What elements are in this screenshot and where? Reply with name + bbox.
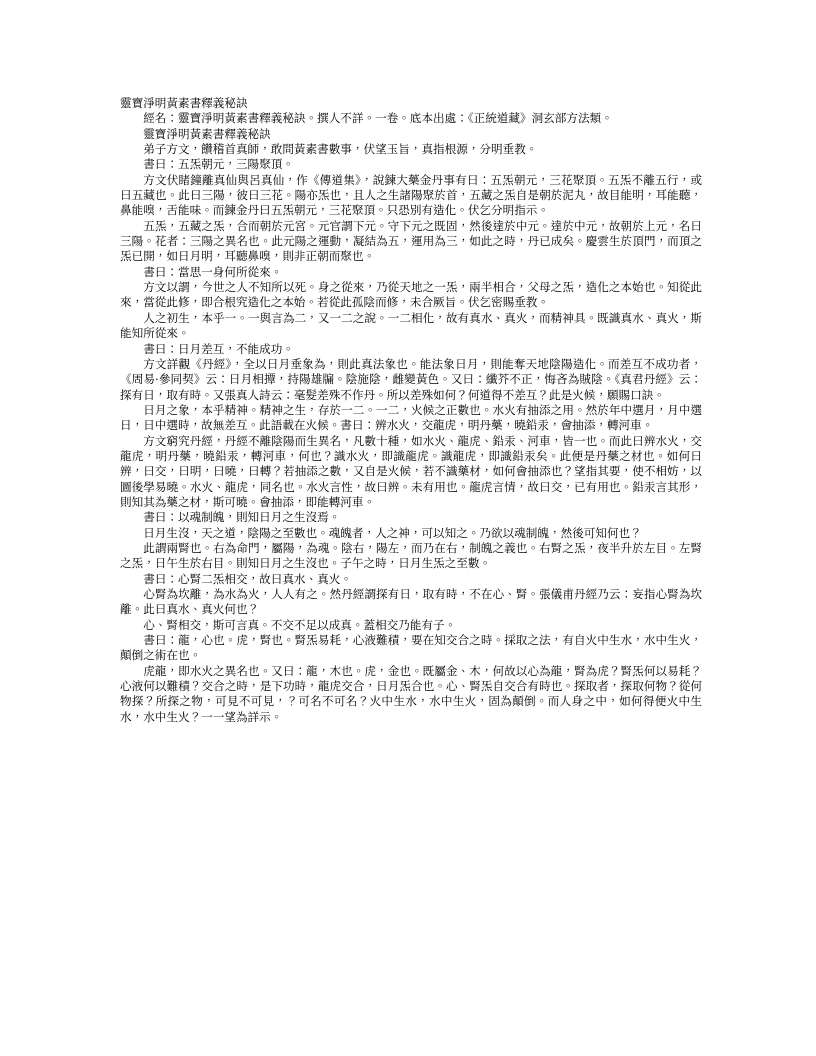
paragraph-p18: 書曰：龍，心也。虎，腎也。腎炁易耗，心液難積，要在知交合之時。採取之法，有自火中生水，水中生火，顛倒之術在也。 <box>120 633 702 663</box>
paragraph-p11: 方文窮究丹經，丹經不離陰陽而生異名，凡數十種，如水火、龍虎、鉛汞、河車，皆一也。而此曰辨水火，交龍虎，明丹藥，曉鉛汞，轉河車，何也？識水火，即識龍虎。識龍虎，即識鉛汞矣。此便是丹藥之材也。如何曰辨，曰交，曰明，曰曉，曰轉？若抽添之數，又自是火候，若不識藥材，如何會抽添也？望指其要，使不相妨，以圖後學易曉。水火、龍虎，同名也。水火言性，故曰辨。未有用也。龍虎言情，故曰交，已有用也。鉛汞言其形，則知其為藥之材，斯可曉。會抽添，即能轉河車。 <box>120 433 702 509</box>
paragraph-p16: 心腎為坎離，為水為火，人人有之。然丹經謂探有日，取有時，不在心、腎。張儀甫丹經乃云：妄指心腎為坎離。此曰真水、真火何也？ <box>120 587 702 617</box>
document-title: 靈寶淨明黃素書釋義秘訣 <box>120 96 248 110</box>
paragraph-p08: 書曰：日月差互，不能成功。 <box>143 341 294 356</box>
paragraph-p06: 方文以謂，今世之人不知所以死。身之從來，乃從天地之一炁，兩半相合，父母之炁，造化之本始也。知從此來，當從此修，即合根究造化之本始。若從此孤陰而修，未合厥旨。伏乞密賜垂教。 <box>120 280 702 310</box>
paragraph-p04: 五炁，五藏之炁，合而朝於元宮。元官謂下元。守下元之既固，然後達於中元。達於中元，故朝於上元，名曰三陽。花者：三陽之異名也。此元陽之運動，凝結為五，運用為三，如此之時，丹已成矣。慶雲生於頂門，而頂之炁已開，如日月明，耳聽鼻嗅，則非正朝而聚也。 <box>120 218 702 264</box>
paragraph-p03: 方文伏睹鐘離真仙與呂真仙，作《傳道集》，說鍊大藥金丹事有曰：五炁朝元，三花聚頂。五炁不離五行，或曰五藏也。此曰三陽，彼曰三花。陽亦炁也，且人之生諸陽聚於首，五藏之炁自是朝於泥丸，故目能明，耳能聽，鼻能嗅，舌能味。而鍊金丹曰五炁朝元，三花聚頂。只恐別有造化。伏乞分明指示。 <box>120 172 702 218</box>
document-subtitle: 靈寶淨明黃素書釋義秘訣 <box>143 126 271 141</box>
paragraph-p14: 此謂兩腎也。右為命門，屬陽，為魂。陰右，陽左，而乃在右，制魄之義也。右腎之炁，夜半升於左目。左腎之炁，日午生於右目。則知日月之生沒也。子午之時，日月生炁之至數。 <box>120 540 702 571</box>
paragraph-p13: 日月生沒，天之道，陰陽之至數也。魂魄者，人之神，可以知之。乃欲以魂制魄，然後可知何也？ <box>143 525 642 540</box>
catalog-metadata-line: 經名：靈寶淨明黃素書釋義秘訣。撰人不詳。一卷。底本出處：《正統道藏》洞玄部方法類。 <box>143 111 613 126</box>
paragraph-p12: 書曰：以魂制魄，則知日月之生沒焉。 <box>143 510 341 525</box>
paragraph-p07: 人之初生，本乎一。一與言為二，又一二之說。一二相化，故有真水、真火，而精神具。既識真水、真火，斯能知所從來。 <box>120 310 702 341</box>
paragraph-p01: 弟子方文，饡稽首真師，敢問黃素書數事，伏望玉旨，真指根源，分明垂教。 <box>143 142 538 157</box>
paragraph-p17: 心、腎相交，斯可言真。不交不足以成真。蓋相交乃能有子。 <box>143 617 457 632</box>
paragraph-p02: 書曰：五炁朝元，三陽聚頂。 <box>143 157 294 172</box>
paragraph-p09: 方文詳觀《丹經》，全以日月垂象為，則此真法象也。能法象日月，則能奪天地陰陽造化。而差互不成功者，《周易·參同契》云：日月相撢，持陽雄牖。陰施陰，雌變黃色。又曰：纖芥不正，悔吝為賊陰。《真君丹經》云：探有日，取有時。又張真人詩云：毫髮差殊不作丹。所以差殊如何？何道得不差互？此是火候，願賜口訣。 <box>120 356 702 402</box>
paragraph-p19: 虎龍，即水火之異名也。又曰：龍，木也。虎，金也。既屬金、木，何故以心為龍，腎為虎？腎炁何以易耗？心液何以難積？交合之時，是下功時，龍虎交合，日月炁合也。心、腎炁自交合有時也。探取者，探取何物？從何物探？所探之物，可見不可見，？可名不可名？火中生水，水中生火，固為顛倒。而人身之中，如何得便火中生水，水中生火？一一望為詳示。 <box>120 663 702 724</box>
paragraph-p10: 日月之象，本乎精神。精神之生，存於一二。一二，火候之正數也。水火有抽添之用。然於年中選月，月中選日，日中選時，故無差互。此語載在火候。書曰：辨水火，交龍虎，明丹藥，曉鉛汞，會抽添，轉河車。 <box>120 402 702 433</box>
document-text-body <box>120 96 702 725</box>
paragraph-p05: 書曰：當思一身何所從來。 <box>143 264 283 279</box>
paragraph-p15: 書曰：心腎二炁相交，故曰真水、真火。 <box>143 571 352 586</box>
